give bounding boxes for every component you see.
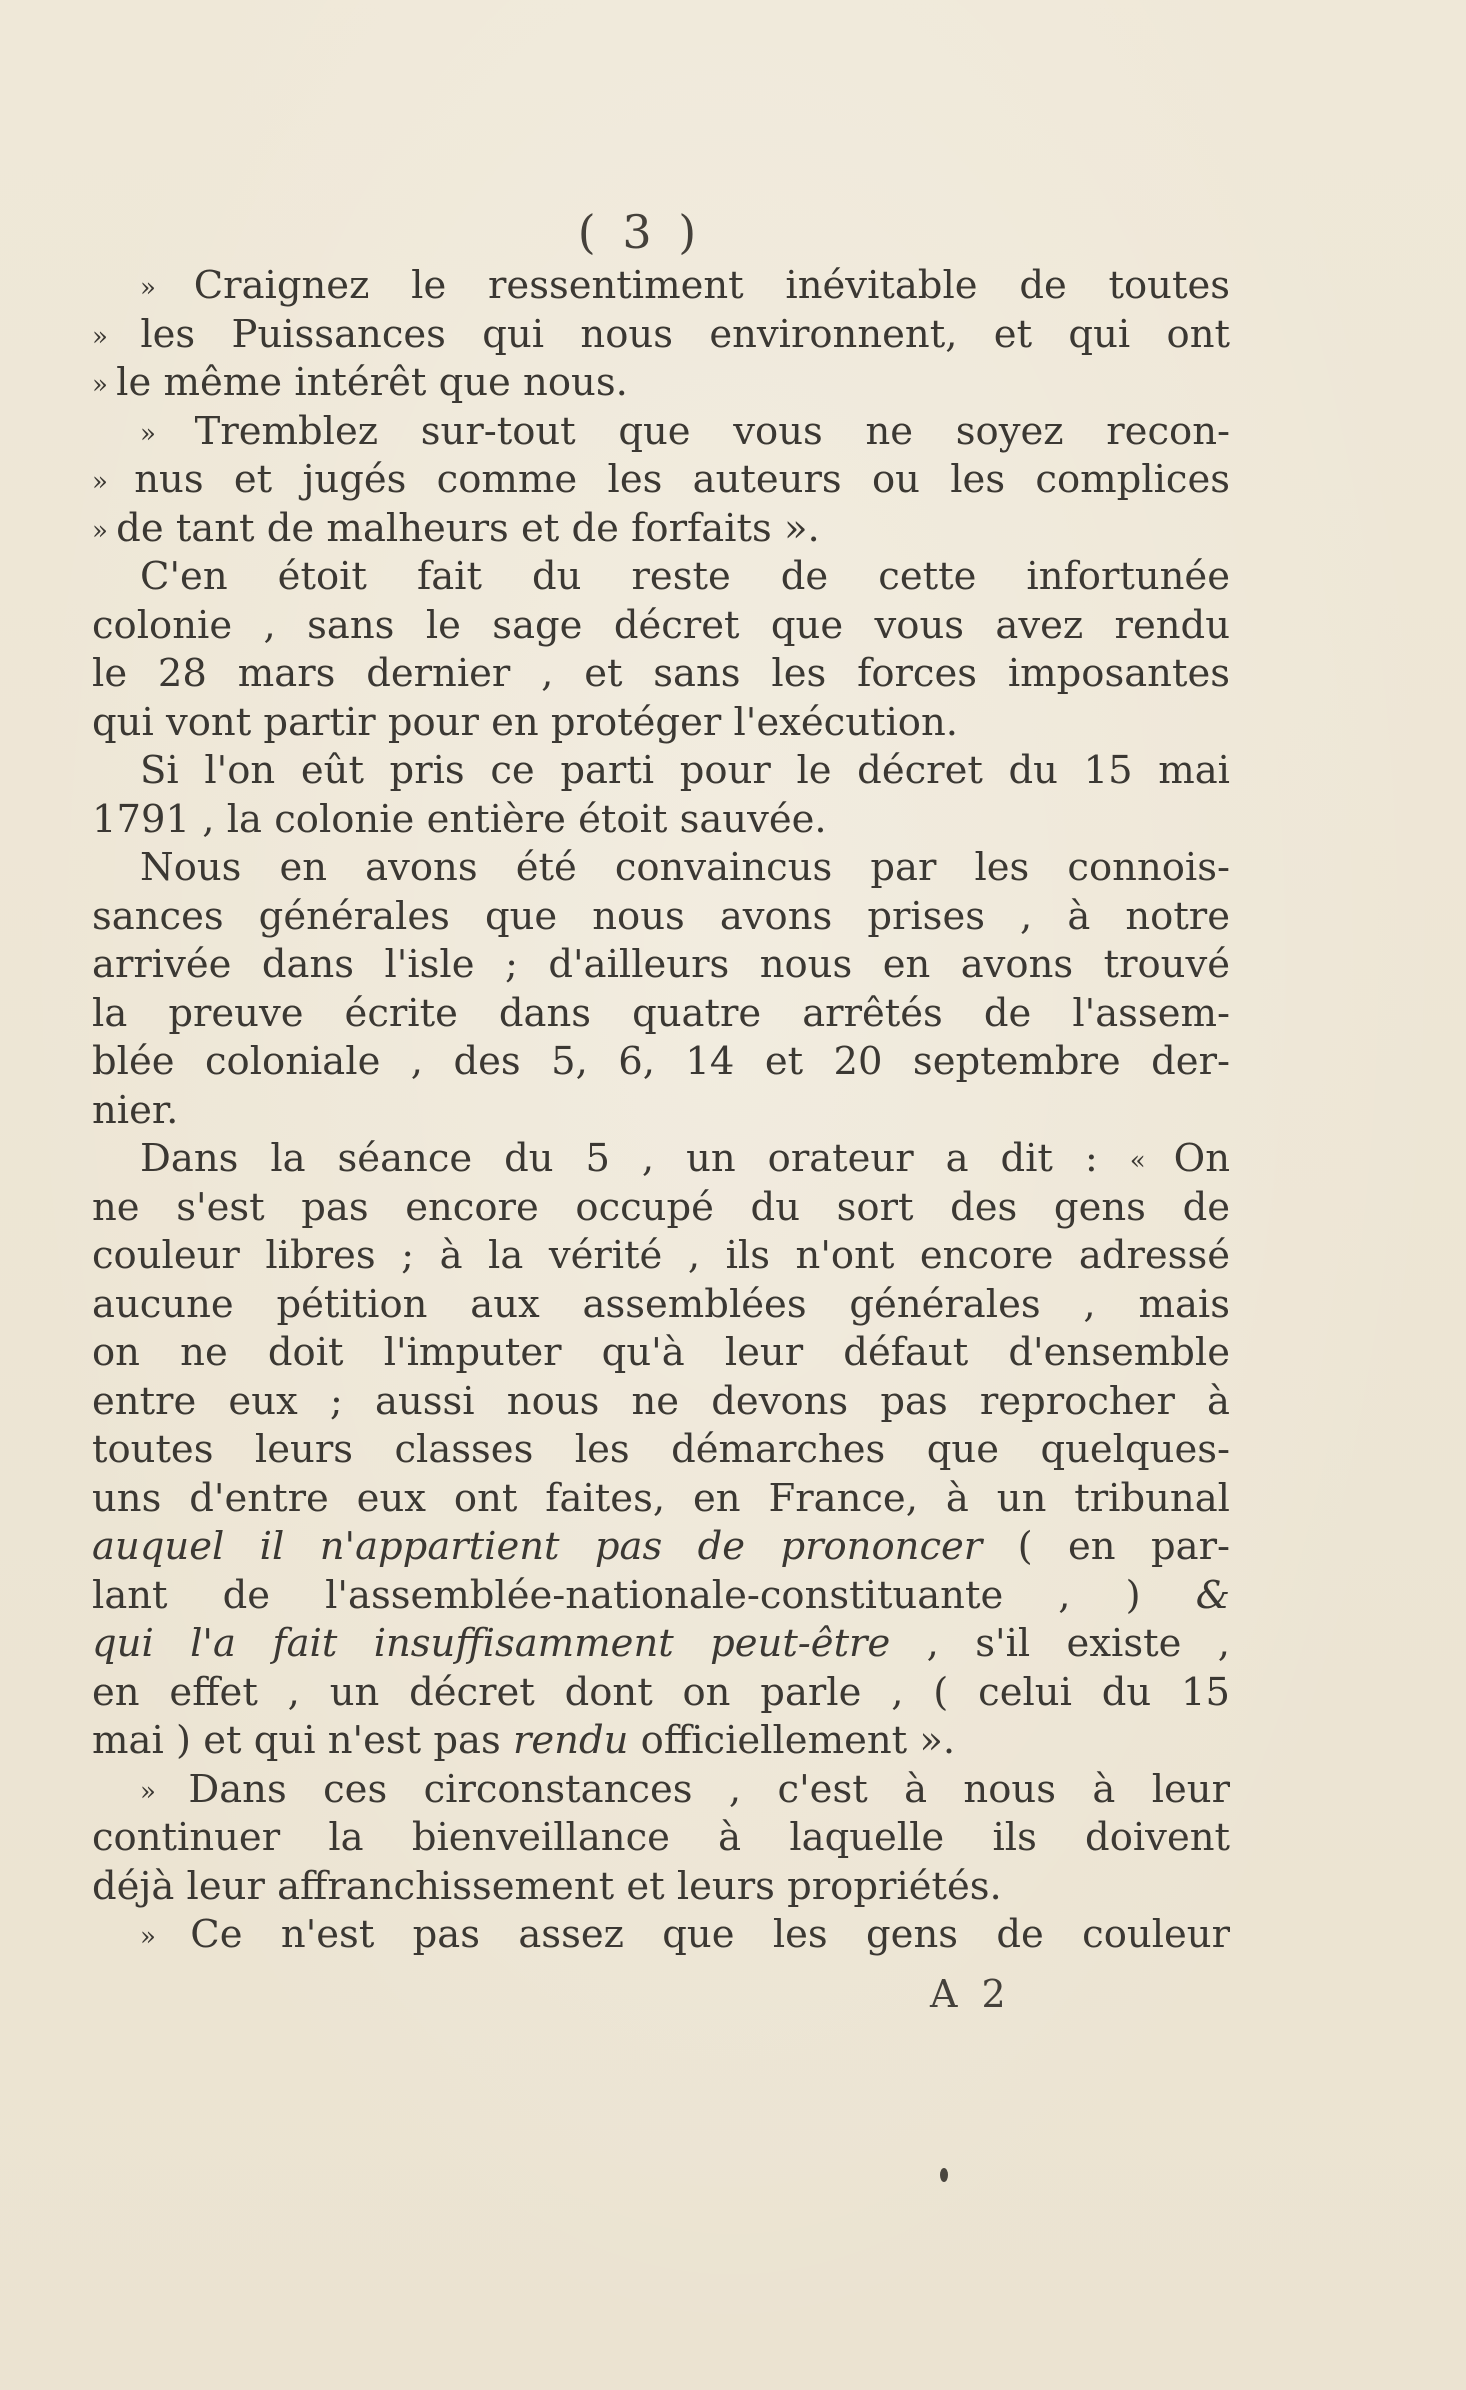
text-line [92,1572,1230,1621]
text-run: , s'il existe , [890,1621,1230,1666]
page-number: ( 3 ) [577,205,703,259]
text-line [92,553,1230,602]
text-line [92,359,1230,408]
text-line [92,1814,1230,1863]
text-run: mai ) et qui n'est pas [92,1718,513,1763]
text-run: lant de l'assemblée-nationale-constituante , ) [92,1572,1196,1618]
text-run: aucune pétition aux assemblées générales , mais [92,1281,1230,1327]
text-line [92,1911,1230,1960]
quote-mark: « [1129,1146,1174,1176]
quote-mark: » [92,467,135,497]
text-line [92,1038,1230,1087]
text-line [92,1620,1230,1669]
text-line [92,1135,1230,1184]
text-run: entre eux ; aussi nous ne devons pas reprocher à [92,1378,1230,1424]
text-line [92,1281,1230,1330]
text-run: Dans la séance du 5 , un orateur a dit : [140,1136,1130,1181]
text-line [92,1329,1230,1378]
quote-mark: » [92,370,117,400]
italic-run: rendu [512,1718,629,1763]
text-line [92,650,1230,699]
text-run: continuer la bienveillance à laquelle ils doivent [92,1815,1230,1860]
text-run: arrivée dans l'isle ; d'ailleurs nous en avons trouvé [92,942,1230,987]
quote-mark: » [140,1776,189,1807]
text-run: sances générales que nous avons prises , à notre [92,893,1230,939]
text-run: nier. [92,1087,179,1133]
text-line [92,1766,1230,1815]
text-run: 1791 , la colonie entière étoit sauvée. [92,796,827,842]
quote-mark: » [140,418,195,449]
text-line [92,1717,1230,1766]
quote-mark: » [92,515,117,546]
text-line [92,893,1230,942]
text-run: colonie , sans le sage décret que vous avez rendu [92,602,1230,648]
text-line [92,456,1230,505]
text-run: qui vont partir pour en protéger l'exécution. [92,699,959,745]
text-line [92,1378,1230,1427]
text-line [92,1475,1230,1524]
text-line [92,1863,1230,1912]
text-run: déjà leur affranchissement et leurs propriétés. [92,1863,1002,1909]
text-run: Craignez le ressentiment inévitable de toutes [193,263,1230,308]
text-line [92,747,1230,796]
text-run: de tant de malheurs et de forfaits ». [116,505,820,551]
text-line [92,1184,1230,1233]
text-run: Nous en avons été convaincus par les connois- [140,845,1230,890]
text-run: le même intérêt que nous. [116,360,628,405]
text-run: couleur libres ; à la vérité , ils n'ont encore adressé [92,1233,1230,1278]
text-line [92,941,1230,990]
text-run: les Puissances qui nous environnent, et qui ont [140,311,1230,357]
text-run: Si l'on eût pris ce parti pour le décret du 15 mai [140,748,1230,793]
text-run: blée coloniale , des 5, 6, 14 et 20 septembre der- [92,1039,1230,1084]
text-line [92,844,1230,893]
text-line [92,311,1230,360]
quote-mark: » [140,1922,191,1952]
text-line [92,796,1230,845]
printer-signature-mark: A 2 [930,1972,1012,2016]
text-run: uns d'entre eux ont faites, en France, à un tribunal [92,1475,1230,1521]
text-line [92,1087,1230,1136]
text-line [92,262,1230,311]
text-line [92,1523,1230,1572]
quote-mark: » [92,321,141,352]
italic-run: qui l'a fait insuffisamment peut-être [92,1621,891,1666]
text-run: toutes leurs classes les démarches que quelques- [92,1427,1230,1472]
text-line [92,990,1230,1039]
text-run: ( en par- [982,1524,1230,1569]
paper-speck [940,2168,948,2182]
text-run: officiellement ». [628,1718,956,1763]
text-run: nus et jugés comme les auteurs ou les complices [134,457,1230,502]
text-run: on ne doit l'imputer qu'à leur défaut d'ensemble [92,1330,1230,1375]
text-run: en effet , un décret dont on parle , ( celui du 15 [92,1669,1230,1715]
text-run: Tremblez sur-tout que vous ne soyez recon- [194,408,1230,454]
italic-run: & [1195,1572,1230,1618]
text-run: Ce n'est pas assez que les gens de couleur [190,1912,1230,1957]
text-line [92,1232,1230,1281]
text-run: la preuve écrite dans quatre arrêtés de l'assem- [92,990,1230,1036]
text-run: On [1173,1136,1230,1181]
text-run: C'en étoit fait du reste de cette infortunée [140,554,1230,599]
text-run: ne s'est pas encore occupé du sort des gens de [92,1184,1230,1230]
text-line [92,505,1230,554]
quote-mark: » [140,273,194,303]
text-line [92,699,1230,748]
body-text [92,262,1230,1960]
italic-run: auquel il n'appartient pas de prononcer [92,1524,983,1569]
text-line [92,408,1230,457]
text-line [92,602,1230,651]
text-run: Dans ces circonstances , c'est à nous à leur [188,1766,1230,1812]
text-line [92,1426,1230,1475]
text-line [92,1669,1230,1718]
text-run: le 28 mars dernier , et sans les forces imposantes [92,651,1230,696]
